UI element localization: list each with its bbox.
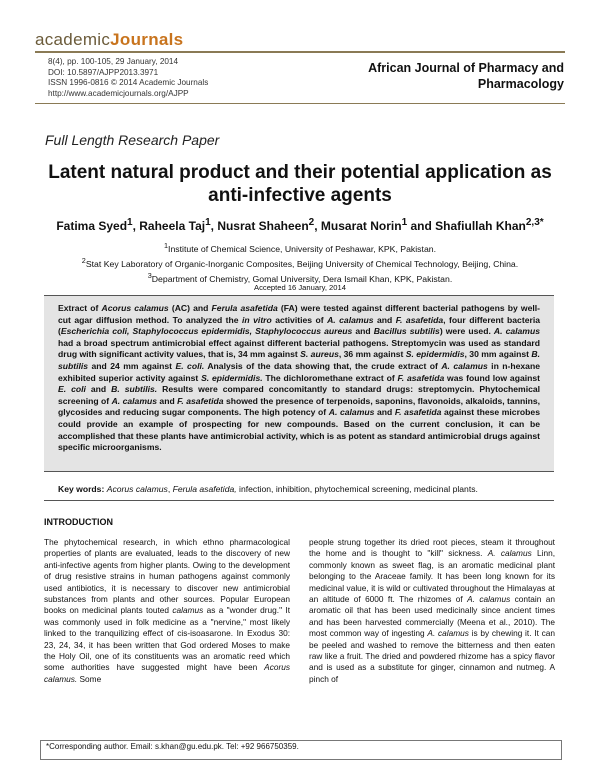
keyword-item: Ferula asafetida, (172, 484, 237, 494)
author-separator: , (210, 219, 218, 233)
author-name: Raheela Taj (139, 219, 206, 233)
section-heading-introduction: INTRODUCTION (44, 517, 113, 527)
title-line1: Latent natural product and their potential application as (48, 162, 552, 183)
affiliation-item (40, 240, 560, 255)
affiliation-text: Stat Key Laboratory of Organic-Inorganic Composites, Beijing University of Chemical Technology, Beijing, China. (85, 258, 519, 269)
affiliations (40, 240, 560, 285)
header-rule (35, 51, 565, 53)
publication-meta (48, 57, 208, 99)
affiliation-text: Department of Chemistry, Gomal University, Dera Ismail Khan, KPK, Pakistan. (151, 273, 453, 284)
intro-paragraph-right: people strung together its dried root pieces, steam it throughout the home and is thought to "kill" sickness. A. calamus Linn, commonly known as sweet flag, is an aromatic medicinal plant belonging to the Araceae family. It has been long known for its medicinal value, it is wild or cultivated throughout the Himalayas at an altitude of 6000 ft. The rhizomes of A. calamus contain an aromatic oil that has been used medicinally since ancient times and has been harvested commercially (Meena et al., 2010). The most common way of ingesting A. calamus is by chewing it. It can be peeled and washed to remove the bitterness and then eaten raw like a fruit. The dried and powdered rhizome has a spicy flavor and is used as a substitute for ginger, cinnamon and nutmeg. A pinch of (309, 537, 556, 684)
publisher-logo (35, 30, 183, 50)
abstract-box (44, 295, 554, 472)
affiliation-sup: 2 (81, 255, 86, 265)
keywords: Key words: Acorus calamus, Ferula asafetida, infection, inhibition, phytochemical screening, medicinal plants. (58, 484, 478, 494)
author-and: and (407, 219, 436, 233)
logo-part1: academic (35, 30, 111, 49)
journal-name-line2: Pharmacology (477, 77, 564, 91)
author-separator: , (314, 219, 321, 233)
author-name: Nusrat Shaheen (217, 219, 309, 233)
keywords-rule (44, 500, 554, 501)
logo-part2: Journals (110, 30, 184, 49)
intro-paragraph-left: The phytochemical research, in which ethno pharmacological properties of plants are evaluated, leads to the discovery of new anti-infective agents from higher plants. Owing to the development of drug resistive strains in human pathogens against commonly used antibiotics, it is necessary to discover new antimicrobial substances from plants and other sources. Popular European books on medicinal plants touted calamus as a "wonder drug." It was commonly used in folk medicine as a "nervine," most likely linked to the tranquilizing effect of cis-isoasarone. In Exodus 30: 23, 24, 34, it has been written that God ordered Moses to make the Holy Oil, one of its constituents was an aromatic reed which some authorities have suggested might have been Acorus calamus. Some (44, 537, 290, 684)
intro-column-right (309, 537, 555, 685)
author-list (40, 217, 560, 233)
accepted-date: Accepted 16 January, 2014 (254, 283, 346, 292)
meta-rule (35, 103, 565, 104)
title-line2: anti-infective agents (208, 185, 392, 206)
author-affil-sup: 1 (205, 217, 211, 228)
author-name: Shafiullah Khan (435, 219, 526, 233)
keyword-rest: infection, inhibition, phytochemical screening, medicinal plants. (236, 484, 478, 494)
journal-name (334, 60, 564, 92)
meta-volume: 8(4), pp. 100-105, 29 January, 2014 (48, 57, 179, 66)
keyword-item: Acorus calamus (106, 484, 168, 494)
affiliation-text: Institute of Chemical Science, University of Peshawar, KPK, Pakistan. (168, 243, 437, 254)
intro-column-left (44, 537, 290, 685)
author-affil-sup: 2,3* (525, 217, 544, 228)
author-affil-sup: 1 (401, 217, 408, 228)
affiliation-sup: 3 (147, 270, 152, 280)
affiliation-item (40, 255, 560, 270)
meta-url[interactable]: http://www.academicjournals.org/AJPP (48, 88, 189, 98)
keywords-label: Key words: (58, 484, 105, 494)
author-affil-sup: 1 (127, 217, 133, 228)
paper-type: Full Length Research Paper (45, 132, 220, 148)
author-name: Fatima Syed (56, 219, 128, 233)
paper-title (40, 161, 560, 207)
author-name: Musarat Norin (320, 219, 402, 233)
author-separator: , (132, 219, 140, 233)
author-affil-sup: 2 (308, 217, 315, 228)
meta-issn: ISSN 1996-0816 © 2014 Academic Journals (48, 78, 209, 88)
corresponding-author-note: *Corresponding author. Email: s.khan@gu.edu.pk. Tel: +92 966750359. (46, 742, 299, 751)
journal-name-line1: African Journal of Pharmacy and (368, 61, 564, 75)
abstract-text: Extract of Acorus calamus (AC) and Ferula asafetida (FA) were tested against different bacterial pathogens by well-cut agar diffusion method. To analyzed the in vitro activities of A. calamus and F. asafetida, four different bacteria (Escherichia coli, Staphylococcus epidermidis, Staphylococcus aureus and Bacillus subtilis) were used. A. calamus had a broad spectrum antimicrobial effect against different bacterial pathogens. Streptomycin was used as standard drug with significant activity values, that is, 34 mm against S. aureus, 36 mm against S. epidermidis, 30 mm against B. subtilis and 24 mm against E. coli. Analysis of the data showing that, the crude extract of A. calamus in n-hexane exhibited superior activity against S. epidermidis. The dichloromethane extract of F. asafetida was found low against E. coli and B. subtilis. Results were compared concomitantly to standard drugs: streptomycin. Phytochemical screening of A. calamus and F. asafetida showed the presence of terpenoids, saponins, flavonoids, alkaloids, tannins, glycosides and reducing sugar components. The high potency of A. calamus and F. asafetida against these microbes could provide an example of prospecting for new compounds. Based on the current conclusion, it can be accomplished that these plants have antimicrobial activity, which is as potent as standard antimicrobial drugs against specific microorganisms. (58, 303, 541, 453)
affiliation-sup: 1 (163, 241, 169, 250)
meta-doi[interactable]: DOI: 10.5897/AJPP2013.3971 (48, 67, 159, 77)
